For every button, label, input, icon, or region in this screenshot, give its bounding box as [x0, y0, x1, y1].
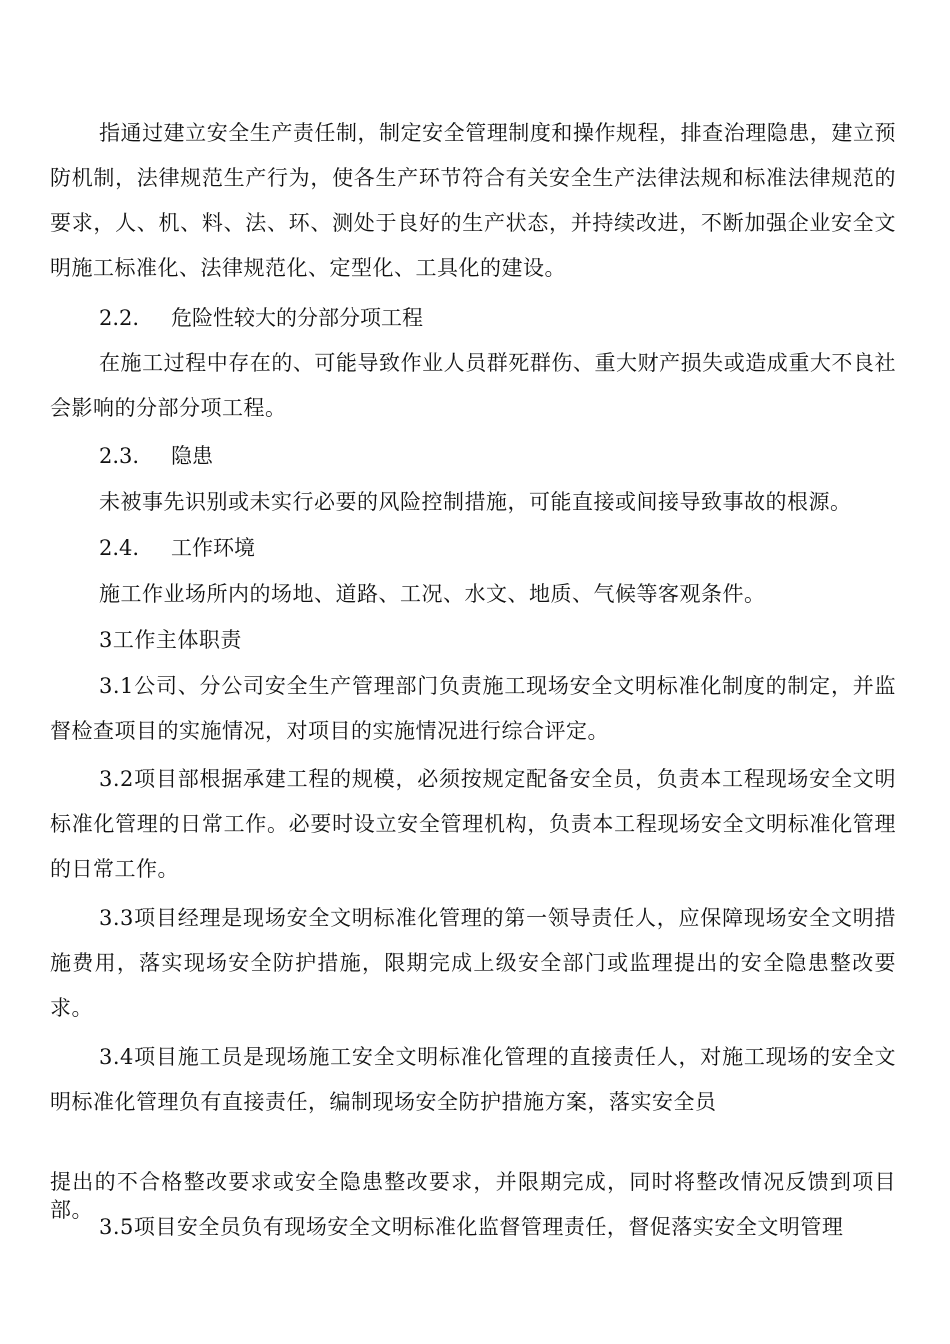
paragraph-3-1: 3.1公司、分公司安全生产管理部门负责施工现场安全文明标准化制度的制定，并监督检查项目的实施情况，对项目的实施情况进行综合评定。 [50, 674, 896, 743]
paragraph-3-4: 3.4项目施工员是现场施工安全文明标准化管理的直接责任人，对施工现场的安全文明标准化管理负有直接责任，编制现场安全防护措施方案，落实安全员 [50, 1045, 896, 1114]
paragraph-3-3: 3.3项目经理是现场安全文明标准化管理的第一领导责任人，应保障现场安全文明措施费用，落实现场安全防护措施，限期完成上级安全部门或监理提出的安全隐患整改要求。 [50, 906, 896, 1020]
paragraph-3-4-continued: 提出的不合格整改要求或安全隐患整改要求，并限期完成，同时将整改情况反馈到项目部。 [50, 1170, 896, 1222]
section-heading-2-3 [99, 434, 213, 479]
paragraph-2-3: 未被事先识别或未实行必要的风险控制措施，可能直接或间接导致事故的根源。 [99, 490, 852, 514]
section-title: 危险性较大的分部分项工程 [171, 306, 423, 330]
section-title: 隐患 [171, 444, 213, 468]
section-heading-2-2 [99, 296, 423, 341]
section-number: 2.2. [99, 306, 140, 330]
paragraph-2-4: 施工作业场所内的场地、道路、工况、水文、地质、气候等客观条件。 [99, 582, 766, 606]
section-heading-3: 3工作主体职责 [99, 628, 242, 652]
section-number: 2.4. [99, 536, 140, 560]
paragraph-3-2: 3.2项目部根据承建工程的规模，必须按规定配备安全员，负责本工程现场安全文明标准化管理的日常工作。必要时设立安全管理机构，负责本工程现场安全文明标准化管理的日常工作。 [50, 767, 896, 881]
paragraph-3-5: 3.5项目安全员负有现场安全文明标准化监督管理责任，督促落实安全文明管理 [99, 1215, 844, 1239]
section-heading-2-4 [99, 526, 255, 571]
paragraph-2-2: 在施工过程中存在的、可能导致作业人员群死群伤、重大财产损失或造成重大不良社会影响的分部分项工程。 [50, 351, 896, 420]
section-number: 2.3. [99, 444, 140, 468]
section-title: 工作环境 [171, 536, 255, 560]
paragraph-definition: 指通过建立安全生产责任制，制定安全管理制度和操作规程，排查治理隐患，建立预防机制，法律规范生产行为，使各生产环节符合有关安全生产法律法规和标准法律规范的要求，人、机、料、法、环、测处于良好的生产状态，并持续改进，不断加强企业安全文明施工标准化、法律规范化、定型化、工具化的建设。 [50, 121, 896, 280]
